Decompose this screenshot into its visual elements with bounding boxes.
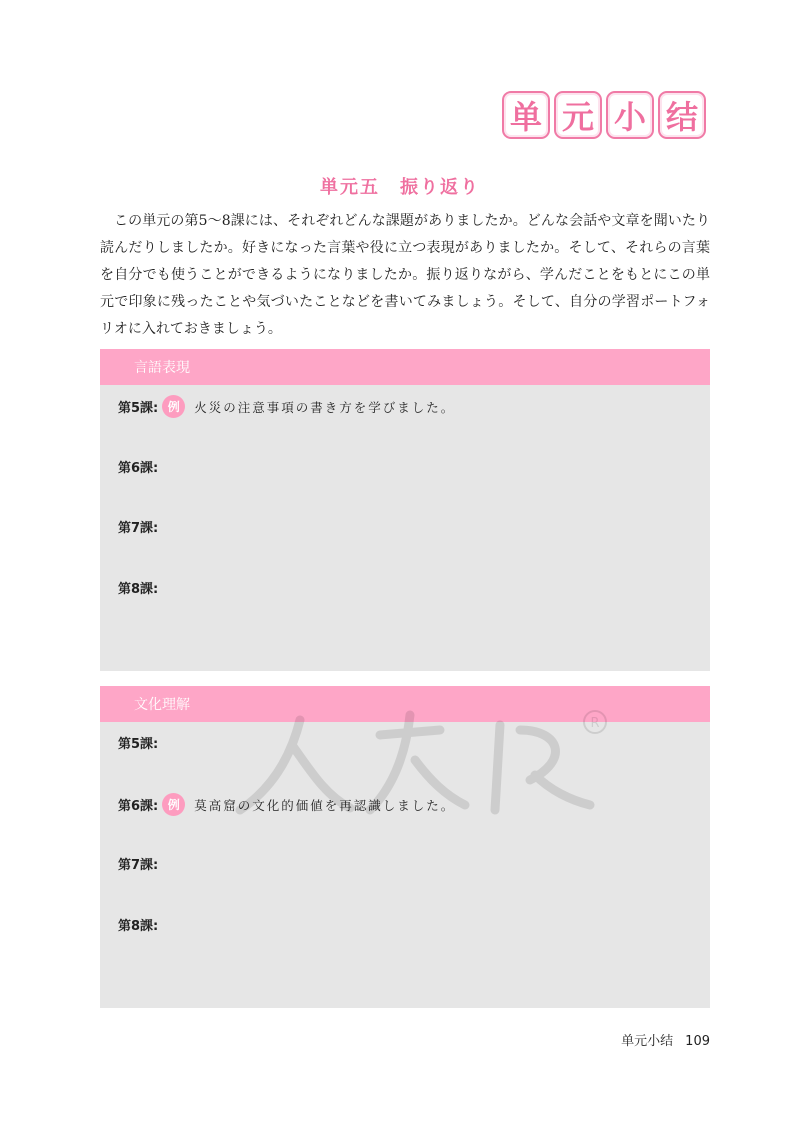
- title-char-2: 元: [554, 91, 602, 139]
- page-number: 109: [685, 1034, 710, 1049]
- title-char-4: 结: [658, 91, 706, 139]
- lesson-row: [118, 457, 158, 476]
- lesson-label: 第6課:: [118, 799, 159, 814]
- page-footer: [621, 1030, 710, 1049]
- language-expression-panel: [100, 349, 710, 671]
- lesson-label: 第7課:: [118, 858, 159, 873]
- lesson-row: [118, 733, 158, 752]
- lesson-label: 第7課:: [118, 521, 159, 536]
- lesson-label: 第6課:: [118, 461, 159, 476]
- panel-header: 言語表現: [100, 349, 710, 385]
- lesson-row: [118, 854, 158, 873]
- example-text: 火災の注意事項の書き方を学びました。: [194, 399, 456, 415]
- example-text: 莫高窟の文化的価値を再認識しました。: [194, 797, 456, 813]
- example-badge: 例: [162, 793, 185, 816]
- title-char-1: 单: [502, 91, 550, 139]
- lesson-label: 第5課:: [118, 737, 159, 752]
- lesson-row: [118, 395, 455, 418]
- lesson-row: [118, 915, 158, 934]
- intro-paragraph: この単元の第5～8課には、それぞれどんな課題がありましたか。どんな会話や文章を聞いたり読んだりしましたか。好きになった言葉や役に立つ表現がありましたか。そして、それらの言葉を自分でも使うことができるようになりましたか。振り返りながら、学んだことをもとにこの単元で印象に残ったことや気づいたことなどを書いてみましょう。そして、自分の学習ポートフォリオに入れておきましょう。: [100, 213, 710, 337]
- title-char-3: 小: [606, 91, 654, 139]
- panel-header: 文化理解: [100, 686, 710, 722]
- section-title: 単元五 振り返り: [320, 177, 480, 198]
- lesson-row: [118, 578, 158, 597]
- lesson-row: [118, 517, 158, 536]
- lesson-label: 第5課:: [118, 401, 159, 416]
- lesson-label: 第8課:: [118, 919, 159, 934]
- footer-label: 单元小结: [621, 1034, 674, 1049]
- unit-summary-title: [502, 91, 706, 139]
- example-badge: 例: [162, 395, 185, 418]
- lesson-row: [118, 793, 455, 816]
- cultural-understanding-panel: [100, 686, 710, 1008]
- lesson-label: 第8課:: [118, 582, 159, 597]
